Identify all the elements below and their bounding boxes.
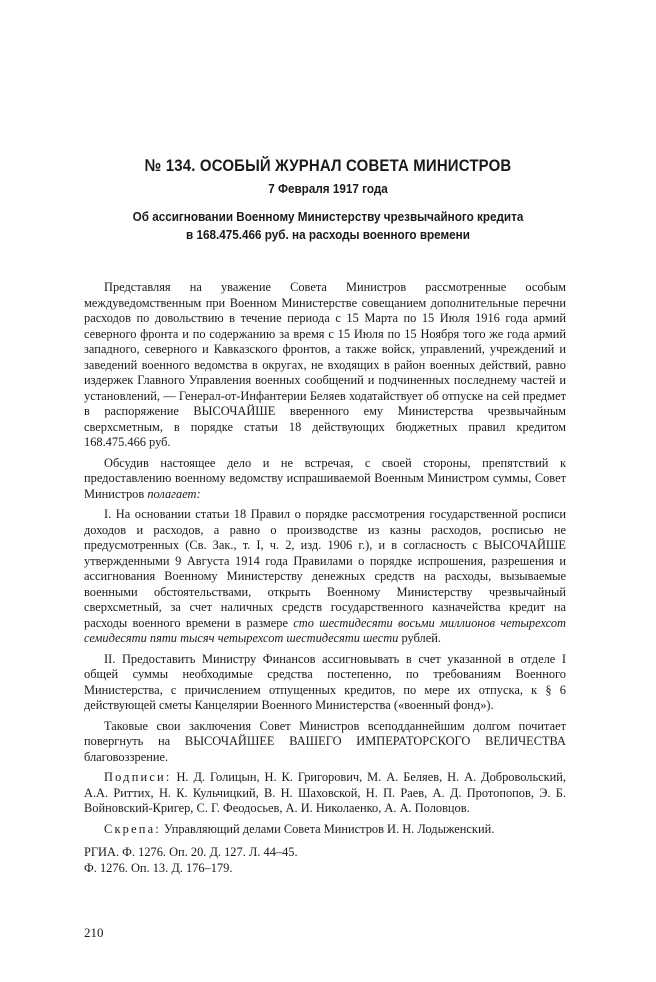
paragraph-clause-2: II. Предоставить Министру Финансов ассигновывать в счет указанной в отделе I общей суммы необходимые средства постепенно, по требованиям Военного Министерства, с причислением отпущенных кредитов, по мере их отпуска, к § 6 действующей сметы Канцелярии Военного Министерства («военный фонд»).: [84, 651, 566, 712]
countersign-text: Управляющий делами Совета Министров И. Н. Лодыженский.: [160, 821, 495, 836]
archive-ref-1: РГИА. Ф. 1276. Оп. 20. Д. 127. Л. 44–45.: [84, 845, 298, 859]
document-body: [84, 280, 566, 876]
resolution-text: Обсудив настоящее дело и не встречая, с своей стороны, препятствий к предоставлению военному ведомству испрашиваемой Военным Министром суммы, Совет Министров: [84, 455, 566, 501]
paragraph-request: Представляя на уважение Совета Министров рассмотренные особым междуведомственным при Военном Министерстве совещанием дополнительные перечни расходов по довольствию в течение периода с 15 Марта по 15 Июля 1916 года армий северного фронта и по содержанию за время с 15 Июля по 15 Ноября того же года армий западного, северного и Кавказского фронтов, а также войск, управлений, учреждений и заведений военного ведомства в округах, не входящих в район военных действий, равно издержек Главного Управления военных сообщений и подчиненных последнему частей и установлений, — Генерал-от-Инфантерии Беляев ходатайствует об отпуске на сей предмет в распоряжение ВЫСОЧАЙШЕ вверенного ему Министерства чрезвычайным сверхсметным, в порядке статьи 18 действующих бюджетных правил кредитом 168.475.466 руб.: [84, 280, 566, 449]
document-subtitle: [33, 208, 623, 244]
clause-1-amount-words: сто шестидесяти восьми миллионов четырехсот семидесяти пяти тысяч четырехсот шестидесяти шести: [84, 615, 566, 645]
paragraph-conclusion: Таковые свои заключения Совет Министров всеподданнейшим долгом почитает повергнуть на ВЫСОЧАЙШЕЕ ВАШЕГО ИМПЕРАТОРСКОГО ВЕЛИЧЕСТВА благовоззрение.: [84, 718, 566, 764]
signatures-label: Подписи:: [104, 770, 172, 784]
page-number: 210: [84, 925, 104, 940]
clause-1-text: I. На основании статьи 18 Правил о порядке рассмотрения государственной росписи доходов и расходов, а равно о производстве из казны расходов, росписью не предусмотренных (Св. Зак., т. I, ч. 2, изд. 1906 г.), и в согласность с ВЫСОЧАЙШЕ утвержденными 9 Августа 1914 года Правилами о порядке испрошения, разрешения и ассигнования Военному Министерству денежных средств на расходы, вызываемые военными обстоятельствами, открыть Военному Министерству чрезвычайный сверхсметный, за счет наличных средств государственного казначейства кредит на расходы военного времени в размере: [84, 507, 566, 630]
subtitle-line-2: в 168.475.466 руб. на расходы военного времени: [186, 227, 470, 242]
signatures-names: Н. Д. Голицын, Н. К. Григорович, М. А. Беляев, Н. А. Добровольский, А.А. Риттих, Н. К. Кульчицкий, В. Н. Шаховской, Н. П. Раев, А. Д. Протопопов, Э. Б. Войновский-Кригер, С. Г. Феодосьев, А. И. Николаенко, А. А. Половцов.: [84, 770, 566, 815]
paragraph-clause-1: [84, 507, 566, 647]
subtitle-line-1: Об ассигновании Военному Министерству чрезвычайного кредита: [132, 209, 524, 224]
paragraph-signatures: [84, 770, 566, 817]
document-date: 7 Февраля 1917 года: [268, 181, 388, 196]
archive-references: [84, 845, 566, 876]
countersign-label: Скрепа:: [104, 821, 161, 836]
resolution-italic: полагает:: [147, 486, 201, 501]
archive-ref-2: Ф. 1276. Оп. 13. Д. 176–179.: [84, 860, 233, 875]
clause-1-end: рублей.: [398, 631, 441, 645]
document-title: № 134. ОСОБЫЙ ЖУРНАЛ СОВЕТА МИНИСТРОВ: [144, 156, 512, 175]
paragraph-resolution: [84, 456, 566, 503]
paragraph-countersign: [84, 822, 566, 838]
document-header: [0, 156, 656, 244]
